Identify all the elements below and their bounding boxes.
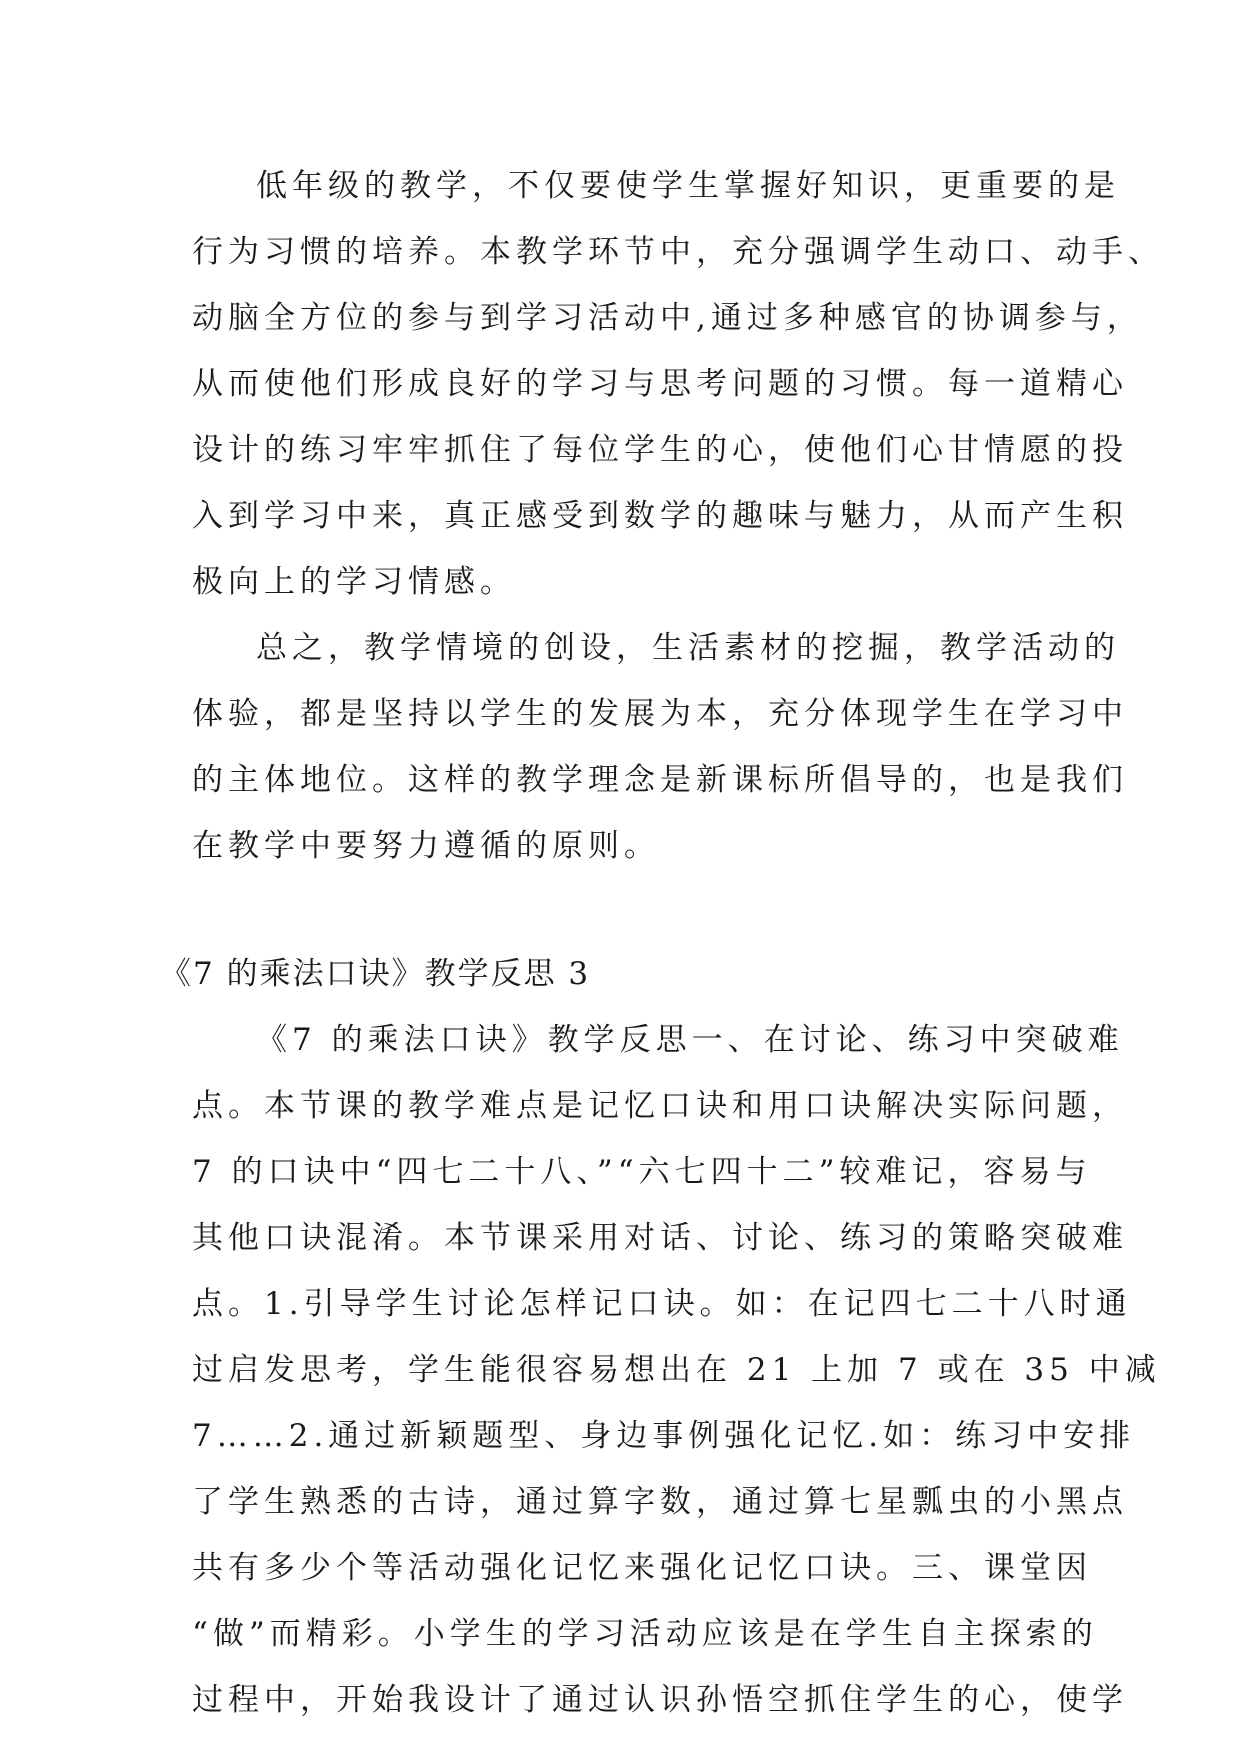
paragraph-1-line-1: 低年级的教学，不仅要使学生掌握好知识，更重要的是 — [256, 168, 1120, 204]
section-line-7: 7……2.通过新颖题型、身边事例强化记忆.如：练习中安排 — [192, 1418, 1136, 1454]
paragraph-1-line-2: 行为习惯的培养。本教学环节中，充分强调学生动口、动手、 — [192, 234, 1164, 270]
section-line-6: 过启发思考，学生能很容易想出在 21 上加 7 或在 35 中减 — [192, 1352, 1161, 1388]
paragraph-2-line-2: 体验，都是坚持以学生的发展为本，充分体现学生在学习中 — [192, 696, 1128, 732]
paragraph-1-line-3: 动脑全方位的参与到学习活动中,通过多种感官的协调参与， — [192, 300, 1143, 336]
paragraph-1-line-4: 从而使他们形成良好的学习与思考问题的习惯。每一道精心 — [192, 366, 1128, 402]
section-line-2: 点。本节课的教学难点是记忆口诀和用口诀解决实际问题， — [192, 1088, 1128, 1124]
section-line-8: 了学生熟悉的古诗，通过算字数，通过算七星瓢虫的小黑点 — [192, 1484, 1128, 1520]
section-line-5: 点。1.引导学生讨论怎样记口诀。如：在记四七二十八时通 — [192, 1286, 1132, 1322]
section-line-10: “做”而精彩。小学生的学习活动应该是在学生自主探索的 — [192, 1616, 1098, 1652]
section-line-9: 共有多少个等活动强化记忆来强化记忆口诀。三、课堂因 — [192, 1550, 1092, 1586]
paragraph-2-line-4: 在教学中要努力遵循的原则。 — [192, 828, 660, 864]
paragraph-2-line-1: 总之，教学情境的创设，生活素材的挖掘，教学活动的 — [256, 630, 1120, 666]
section-line-3: 7 的口诀中“四七二十八、”“六七四十二”较难记，容易与 — [192, 1154, 1092, 1190]
paragraph-1-line-7: 极向上的学习情感。 — [192, 564, 516, 600]
section-title: 《7 的乘法口诀》教学反思 3 — [160, 956, 591, 992]
paragraph-1-line-5: 设计的练习牢牢抓住了每位学生的心，使他们心甘情愿的投 — [192, 432, 1128, 468]
section-line-1: 《7 的乘法口诀》教学反思一、在讨论、练习中突破难 — [256, 1022, 1124, 1058]
section-line-4: 其他口诀混淆。本节课采用对话、讨论、练习的策略突破难 — [192, 1220, 1128, 1256]
section-line-11: 过程中，开始我设计了通过认识孙悟空抓住学生的心，使学 — [192, 1682, 1128, 1718]
paragraph-2-line-3: 的主体地位。这样的教学理念是新课标所倡导的，也是我们 — [192, 762, 1128, 798]
paragraph-1-line-6: 入到学习中来，真正感受到数学的趣味与魅力，从而产生积 — [192, 498, 1128, 534]
